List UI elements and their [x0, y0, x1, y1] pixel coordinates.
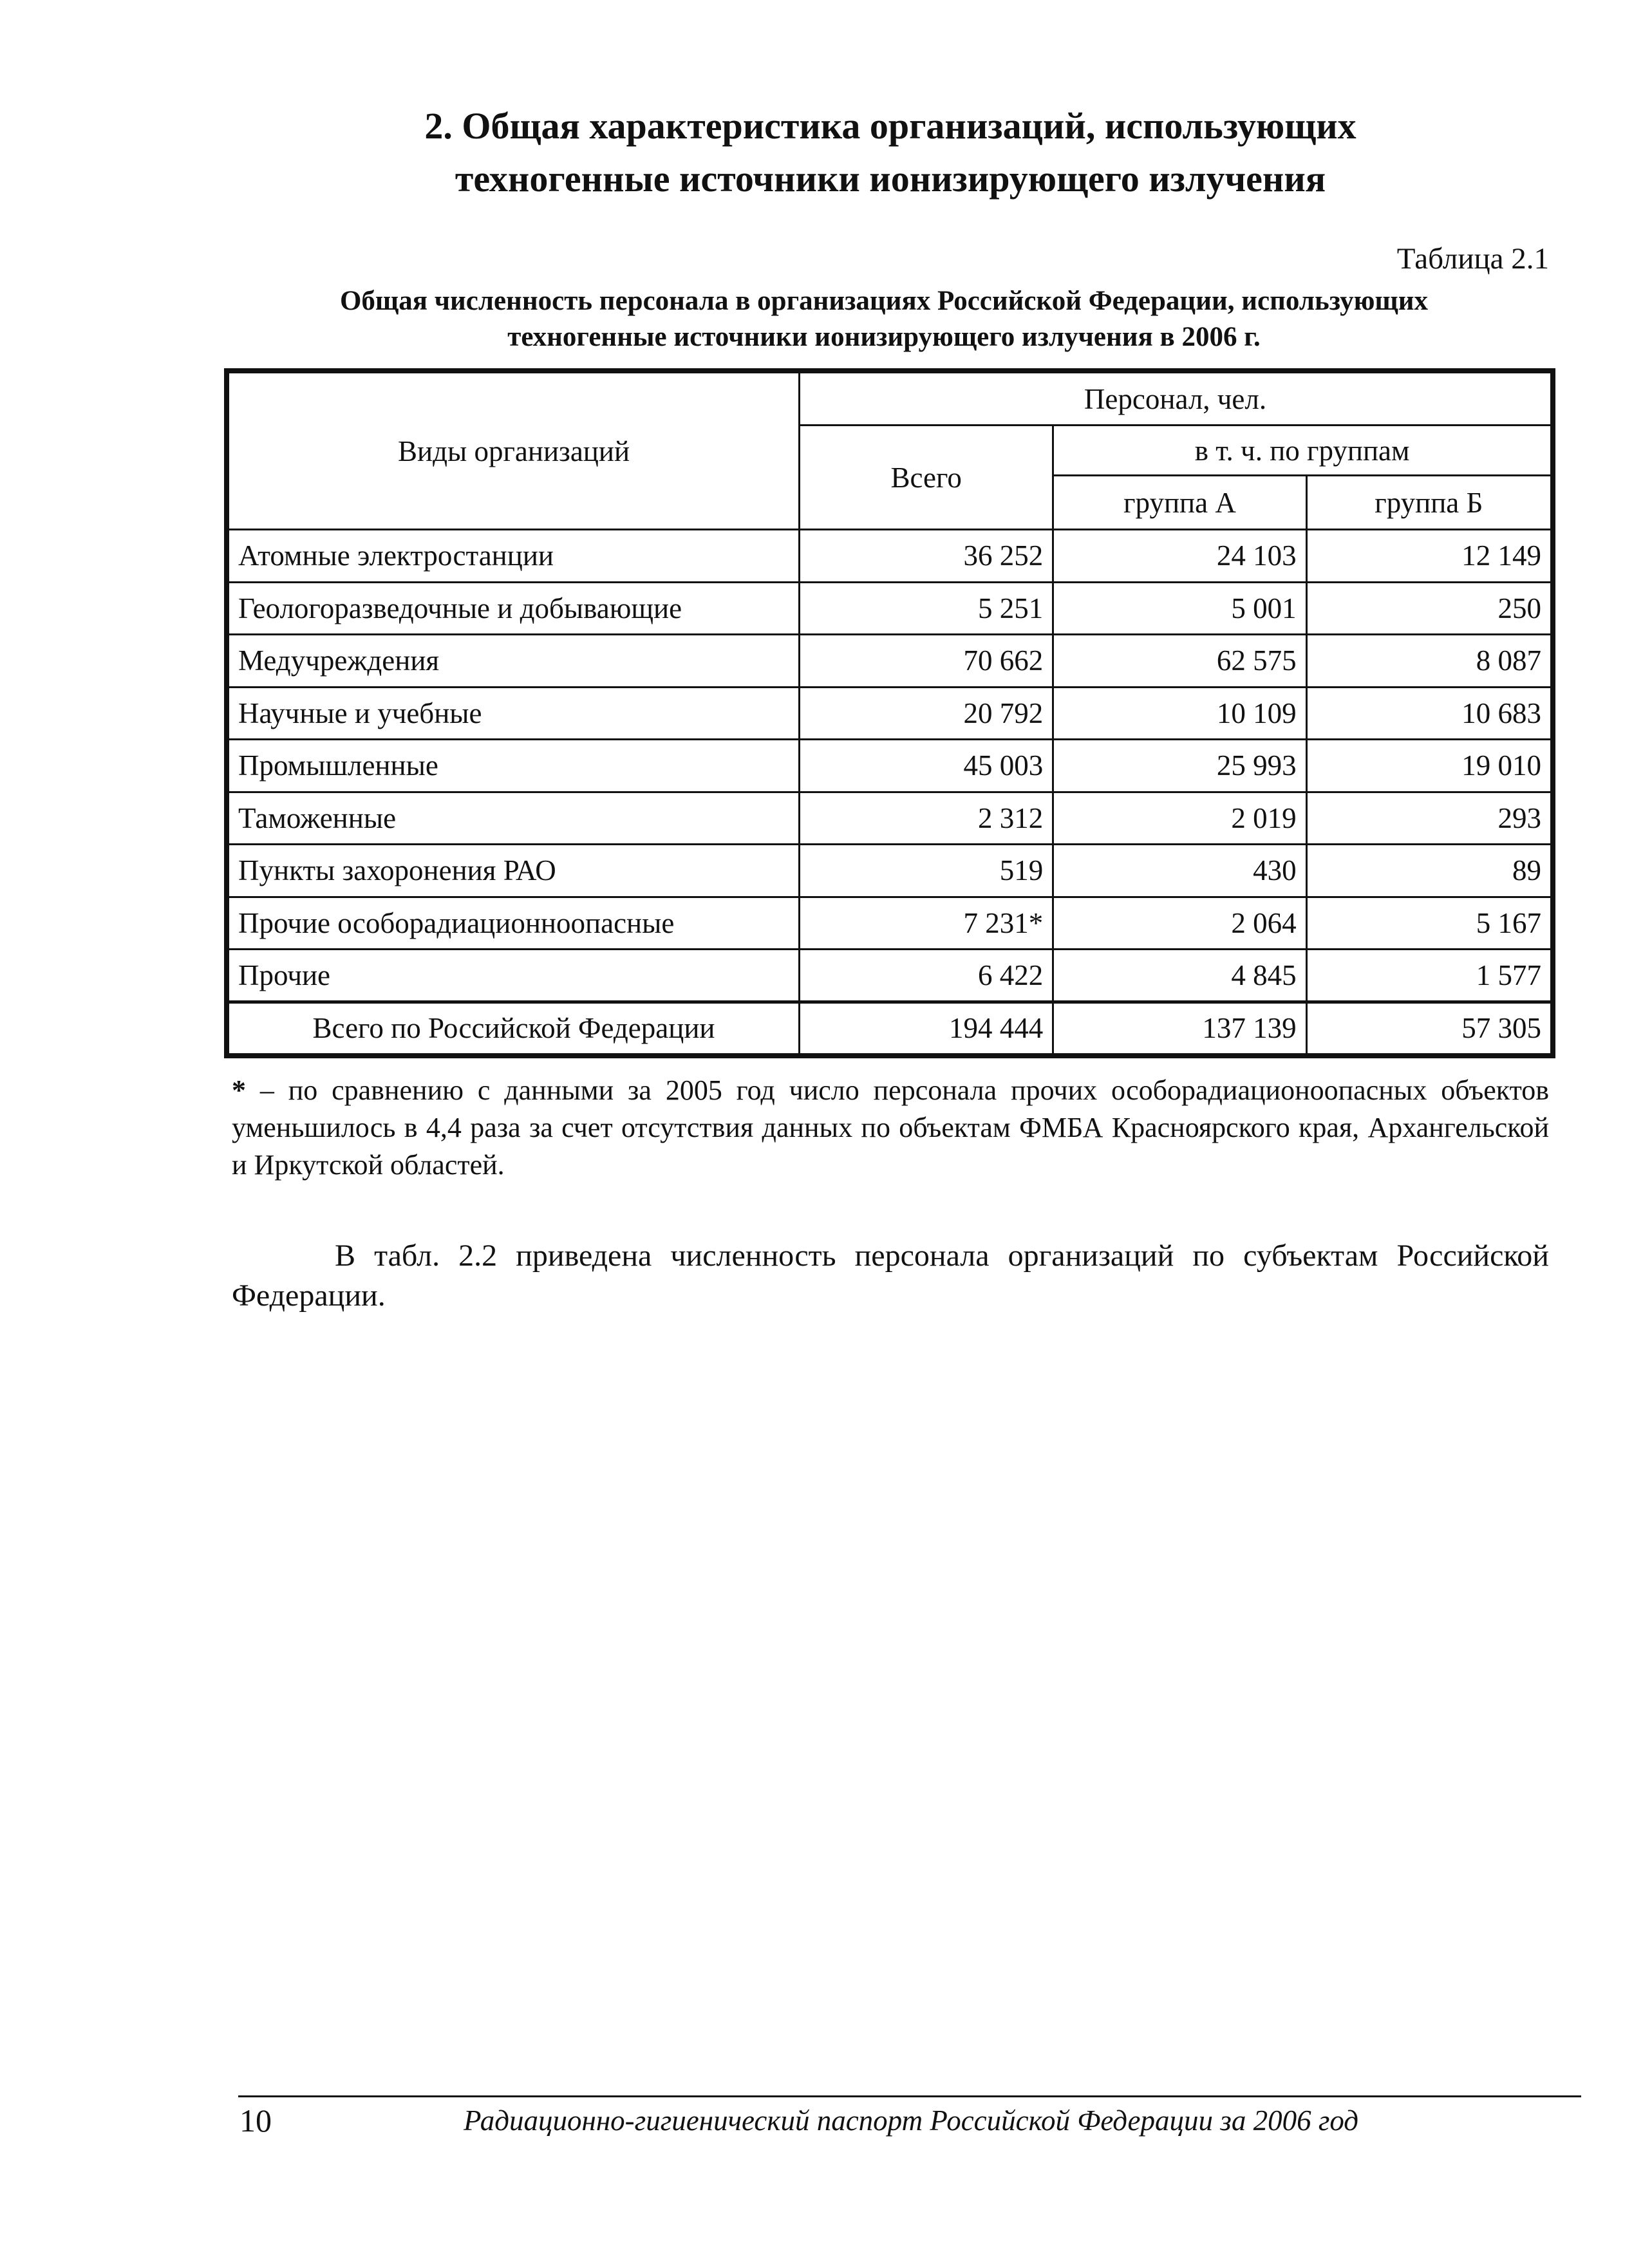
- row-name: Прочие: [229, 950, 800, 1002]
- row-group-b: 19 010: [1306, 740, 1551, 792]
- row-name: Промышленные: [229, 740, 800, 792]
- header-personnel: Персонал, чел.: [800, 373, 1552, 426]
- row-name: Таможенные: [229, 792, 800, 845]
- running-title: Радиационно-гигиенический паспорт Российской Федерации за 2006 год: [464, 2104, 1359, 2137]
- row-group-b: 293: [1306, 792, 1551, 845]
- table-caption: [193, 283, 1575, 355]
- section-title-line-1: 2. Общая характеристика организаций, использующих: [424, 105, 1356, 147]
- personnel-table: [227, 371, 1552, 1055]
- table-row: [229, 897, 1552, 950]
- row-group-a: 4 845: [1053, 950, 1306, 1002]
- row-group-b: 250: [1306, 582, 1551, 635]
- row-group-b: 8 087: [1306, 635, 1551, 688]
- row-total: 7 231*: [800, 897, 1053, 950]
- row-group-a: 430: [1053, 845, 1306, 897]
- row-total: 2 312: [800, 792, 1053, 845]
- table-row: [229, 635, 1552, 688]
- header-by-groups: в т. ч. по группам: [1053, 426, 1552, 476]
- table-row: [229, 530, 1552, 583]
- row-group-a: 2 019: [1053, 792, 1306, 845]
- table-row: [229, 582, 1552, 635]
- row-group-a: 2 064: [1053, 897, 1306, 950]
- table-number: Таблица 2.1: [1396, 242, 1549, 276]
- body-paragraph: В табл. 2.2 приведена численность персонала организаций по субъектам Российской Федерации.: [232, 1239, 1549, 1313]
- row-group-a: 24 103: [1053, 530, 1306, 583]
- row-group-a: 62 575: [1053, 635, 1306, 688]
- total-row-group-a: 137 139: [1053, 1002, 1306, 1054]
- row-group-a: 10 109: [1053, 687, 1306, 740]
- table-row: [229, 792, 1552, 845]
- table-row: [229, 687, 1552, 740]
- row-total: 45 003: [800, 740, 1053, 792]
- table-caption-line-2: техногенные источники ионизирующего излучения в 2006 г.: [507, 322, 1261, 352]
- row-name: Пункты захоронения РАО: [229, 845, 800, 897]
- row-group-a: 25 993: [1053, 740, 1306, 792]
- row-group-b: 5 167: [1306, 897, 1551, 950]
- footer-divider: [238, 2095, 1581, 2097]
- row-group-a: 5 001: [1053, 582, 1306, 635]
- page-number: 10: [239, 2102, 272, 2139]
- row-name: Прочие особорадиационноопасные: [229, 897, 800, 950]
- row-name: Медучреждения: [229, 635, 800, 688]
- table-row: [229, 845, 1552, 897]
- header-group-b: группа Б: [1306, 476, 1551, 530]
- row-group-b: 1 577: [1306, 950, 1551, 1002]
- row-total: 70 662: [800, 635, 1053, 688]
- table-total-row: [229, 1002, 1552, 1054]
- total-row-group-b: 57 305: [1306, 1002, 1551, 1054]
- footnote-star: *: [232, 1074, 246, 1106]
- section-title: [232, 100, 1549, 205]
- header-group-a: группа А: [1053, 476, 1306, 530]
- row-total: 6 422: [800, 950, 1053, 1002]
- row-name: Научные и учебные: [229, 687, 800, 740]
- table-row: [229, 740, 1552, 792]
- header-org-types: Виды организаций: [229, 373, 800, 530]
- total-row-name: Всего по Российской Федерации: [229, 1002, 800, 1054]
- row-total: 519: [800, 845, 1053, 897]
- total-row-total: 194 444: [800, 1002, 1053, 1054]
- row-name: Геологоразведочные и добывающие: [229, 582, 800, 635]
- row-group-b: 89: [1306, 845, 1551, 897]
- section-title-line-2: техногенные источники ионизирующего излучения: [455, 158, 1326, 200]
- table-footnote: [232, 1072, 1549, 1184]
- footnote-text: – по сравнению с данными за 2005 год число персонала прочих особорадиационоопасных объектов уменьшилось в 4,4 раза за счет отсутствия данных по объектам ФМБА Красноярского края, Архангельской и Иркутской областей.: [232, 1074, 1549, 1181]
- row-group-b: 10 683: [1306, 687, 1551, 740]
- row-total: 20 792: [800, 687, 1053, 740]
- table-caption-line-1: Общая численность персонала в организациях Российской Федерации, использующих: [339, 286, 1429, 316]
- row-name: Атомные электростанции: [229, 530, 800, 583]
- row-total: 5 251: [800, 582, 1053, 635]
- row-total: 36 252: [800, 530, 1053, 583]
- row-group-b: 12 149: [1306, 530, 1551, 583]
- table-row: [229, 950, 1552, 1002]
- header-total: Всего: [800, 426, 1053, 530]
